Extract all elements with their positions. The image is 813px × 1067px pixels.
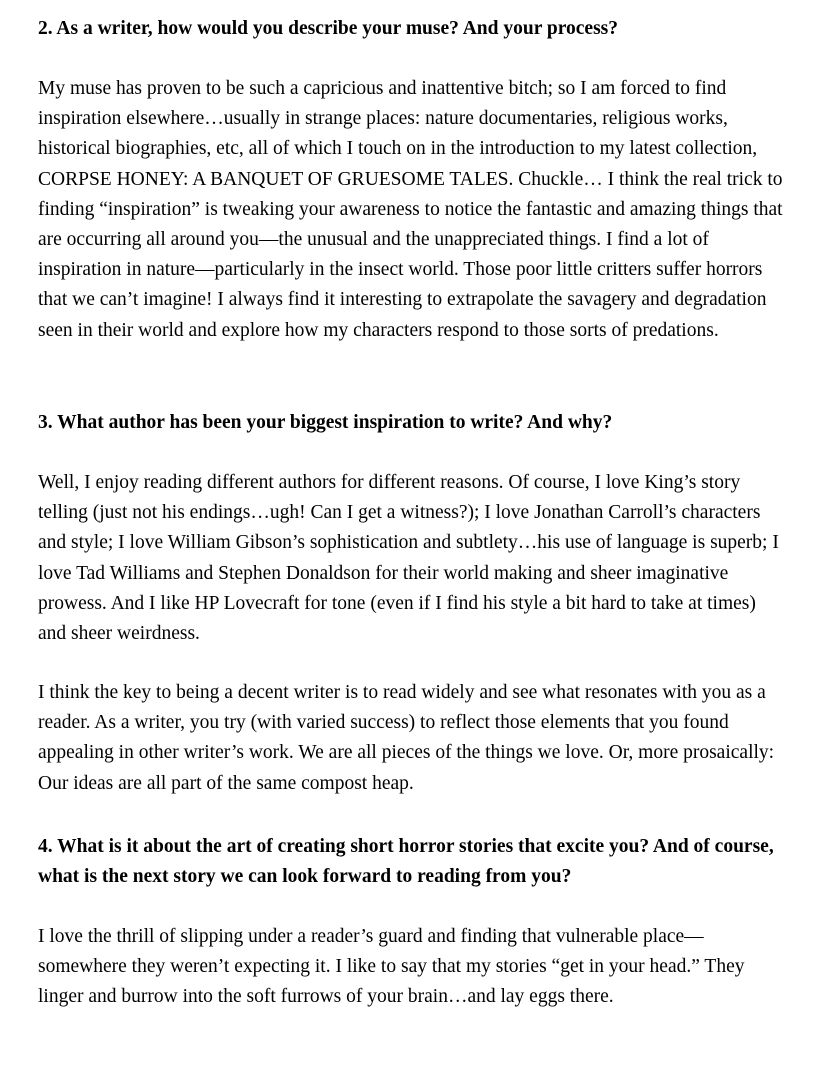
question-2-heading: 2. As a writer, how would you describe your muse? And your process?	[38, 18, 619, 39]
answer-3-paragraph-1: Well, I enjoy reading different authors for different reasons. Of course, I love King’s story telling (just not his endings…ugh! Can I get a witness?); I love Jonathan Carroll’s characters and style; I love William Gibson’s sophistication and subtlety…his use of language is superb; I love Tad Williams and Stephen Donaldson for their world making and sheer imaginative prowess. And I like HP Lovecraft for tone (even if I find his style a bit hard to take at times) and sheer weirdness.	[38, 472, 779, 645]
question-4-heading: 4. What is it about the art of creating short horror stories that excite you? And of course, what is the next story we can look forward to reading from you?	[38, 836, 774, 888]
question-3-heading: 3. What author has been your biggest inspiration to write? And why?	[38, 412, 613, 433]
answer-4-paragraph: I love the thrill of slipping under a reader’s guard and finding that vulnerable place—somewhere they weren’t expecting it. I like to say that my stories “get in your head.” They linger and burrow into the soft furrows of your brain…and lay eggs there.	[38, 926, 745, 1008]
answer-2-paragraph: My muse has proven to be such a capricious and inattentive bitch; so I am forced to find inspiration elsewhere…usually in strange places: nature documentaries, religious works, historical biographies, etc, all of which I touch on in the introduction to my latest collection, CORPSE HONEY: A BANQUET OF GRUESOME TALES. Chuckle… I think the real trick to finding “inspiration” is tweaking your awareness to notice the fantastic and amazing things that are occurring all around you—the unusual and the unappreciated things. I find a lot of inspiration in nature—particularly in the insect world. Those poor little critters suffer horrors that we can’t imagine! I always find it interesting to extrapolate the savagery and degradation seen in their world and explore how my characters respond to those sorts of predations.	[38, 78, 783, 341]
answer-3-paragraph-2: I think the key to being a decent writer is to read widely and see what resonates with you as a reader. As a writer, you try (with varied success) to reflect those elements that you found appealing in other writer’s work. We are all pieces of the things we love. Or, more prosaically: Our ideas are all part of the same compost heap.	[38, 682, 775, 794]
